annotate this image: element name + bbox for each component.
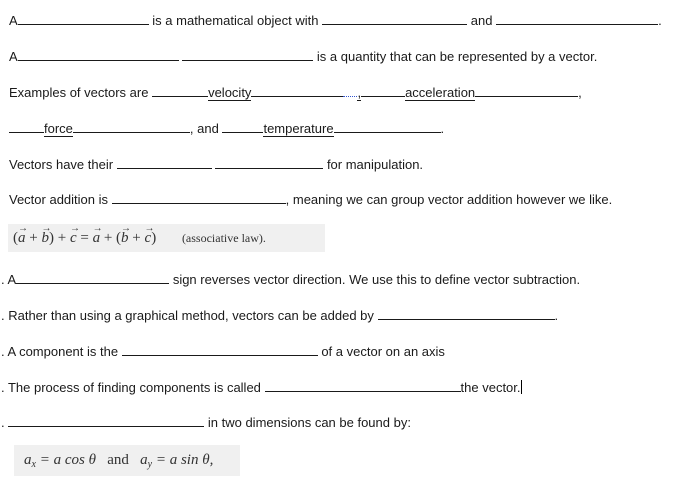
blank[interactable] [265, 377, 461, 392]
text-cursor [521, 380, 522, 394]
example-text: acceleration [405, 85, 476, 100]
blank[interactable] [322, 10, 467, 25]
blank[interactable] [182, 46, 313, 61]
text: Vector addition is [9, 192, 109, 207]
vector-c: → c [145, 224, 152, 252]
ax-sub: x [31, 459, 36, 470]
text: Vectors have their [9, 157, 114, 172]
text: . A component is the [1, 344, 119, 359]
text: the vector. [460, 380, 521, 395]
eq-plus: + [29, 230, 38, 246]
text: . [658, 13, 662, 28]
components-equation [14, 445, 240, 476]
eq-lparen: ( [13, 230, 18, 246]
blank[interactable] [496, 10, 658, 25]
blank[interactable] [18, 10, 149, 25]
line-9 [1, 341, 445, 360]
eq-plus-lparen: + ( [103, 230, 122, 246]
vector-b: → b [121, 224, 129, 252]
blank[interactable] [117, 154, 212, 169]
line-6 [9, 189, 612, 208]
spell-check-marker [343, 82, 357, 97]
blank[interactable] [16, 269, 169, 284]
eq-rparen: ) [151, 230, 157, 246]
blank[interactable] [9, 118, 44, 133]
text: , and [189, 121, 219, 136]
line-10 [1, 377, 522, 396]
associative-law-note: (associative law). [181, 231, 266, 245]
line-11 [1, 412, 411, 431]
line-1 [9, 10, 662, 29]
blank[interactable] [112, 189, 286, 204]
text: sign reverses vector direction. We use this to define vector subtraction. [172, 272, 581, 287]
line-4 [9, 118, 444, 137]
vector-a: → a [93, 224, 101, 252]
text: Examples of vectors are [9, 85, 149, 100]
example-text: temperature [263, 121, 334, 136]
line-2 [9, 46, 597, 65]
text: . [1, 415, 5, 430]
text: is a mathematical object with [152, 13, 319, 28]
text: . [440, 121, 445, 136]
vector-a: → a [18, 224, 26, 252]
ay-sub: y [147, 459, 153, 470]
blank[interactable] [334, 118, 441, 133]
eq-equals: = [80, 230, 89, 246]
line-3 [9, 82, 582, 101]
vector-b: → b [41, 224, 49, 252]
eq-plus: + [132, 230, 141, 246]
blank[interactable] [222, 118, 263, 133]
text: of a vector on an axis [321, 344, 445, 359]
text: . Rather than using a graphical method, vectors can be added by [1, 308, 374, 323]
eq-rparen-plus: ) + [48, 230, 67, 246]
ay-var: a [140, 452, 148, 468]
text: and [470, 13, 493, 28]
text: A [9, 13, 18, 28]
blank[interactable] [18, 46, 179, 61]
blank[interactable] [122, 341, 318, 356]
blank[interactable] [152, 82, 208, 97]
blank[interactable] [73, 118, 190, 133]
ay-rhs: = a sin θ, [155, 452, 214, 468]
blank[interactable] [378, 305, 555, 320]
associative-law-equation [8, 224, 325, 252]
vector-c: → c [70, 224, 77, 252]
line-5 [9, 154, 423, 173]
line-8 [1, 305, 558, 324]
text: for manipulation. [326, 157, 424, 172]
ax-rhs: = a cos θ [39, 452, 96, 468]
text: in two dimensions can be found by: [207, 415, 411, 430]
blank[interactable] [215, 154, 323, 169]
example-text: velocity [208, 85, 252, 100]
text: A [9, 49, 18, 64]
text: . The process of finding components is called [1, 380, 261, 395]
text: . A [1, 272, 17, 287]
blank[interactable] [8, 412, 204, 427]
example-text: force [44, 121, 73, 136]
blank[interactable] [251, 82, 343, 97]
blank[interactable] [475, 82, 578, 97]
text: , [578, 85, 582, 100]
comma: , [357, 85, 362, 100]
line-7 [1, 269, 580, 288]
ax-var: a [24, 452, 32, 468]
text: . [554, 308, 559, 323]
text: , meaning we can group vector addition however we like. [285, 192, 613, 207]
text: is a quantity that can be represented by a vector. [316, 49, 598, 64]
and-word: and [107, 452, 129, 468]
blank[interactable] [361, 82, 405, 97]
